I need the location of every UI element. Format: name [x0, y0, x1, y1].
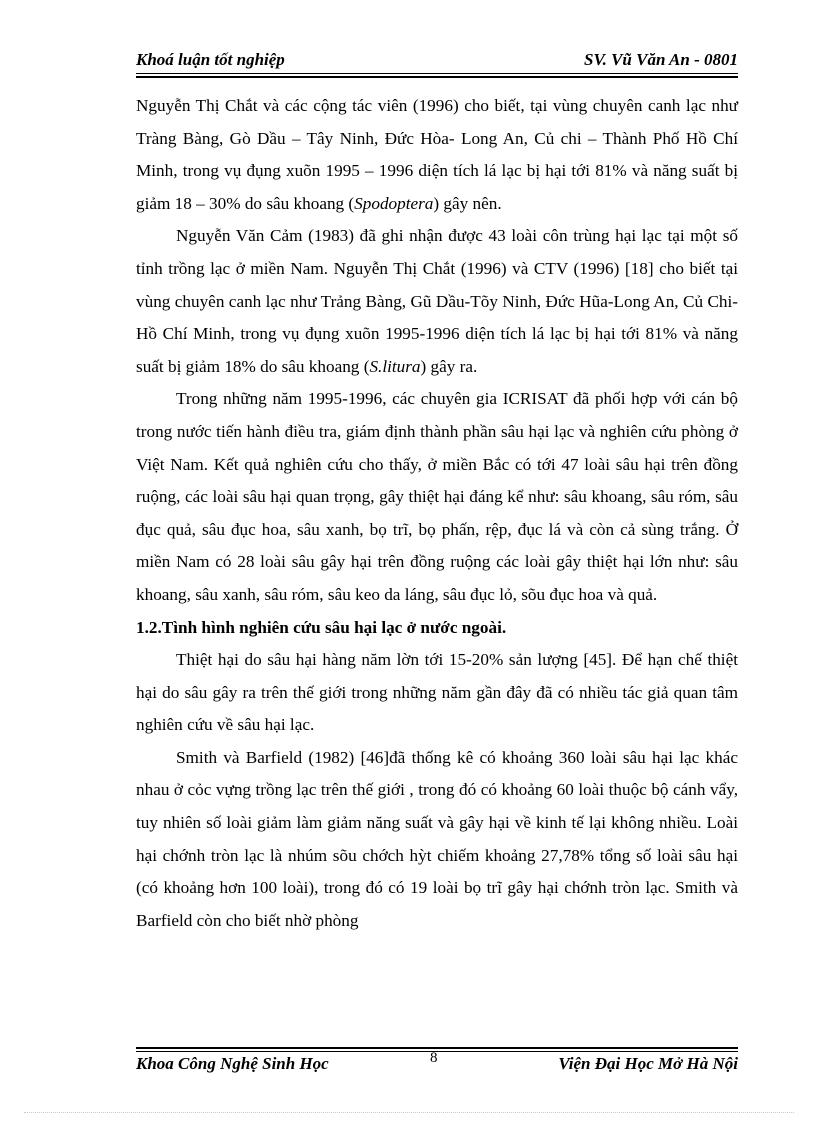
paragraph-4: Thiệt hại do sâu hại hàng năm lờn tới 15-20% sản lượng [45]. Để hạn chế thiệt hại do sâu gây ra trên thế giới trong những năm gần đây đã có nhiều tác giả quan tâm nghiên cứu về sâu hại lạc.: [136, 650, 738, 735]
body-text: [136, 90, 738, 937]
paragraph-2: Nguyễn Văn Cảm (1983) đã ghi nhận được 43 loài côn trùng hại lạc tại một số tỉnh trồng lạc ở miền Nam. Nguyễn Thị Chắt (1996) và CTV (1996) [18] cho biết tại vùng chuyên canh lạc như Trảng Bàng, Gũ Dầu-Tõy Ninh, Đức Hũa-Long An, Củ Chi-Hồ Chí Minh, trong vụ đụng xuõn 1995-1996 diện tích lá lạc bị hại tới 81% và năng suất bị giảm 18% do sâu khoang (S.litura) gây ra.: [136, 226, 738, 376]
page-number: 8: [430, 1050, 438, 1066]
page-footer: [136, 1050, 738, 1076]
footer-faculty: Khoa Công Nghệ Sinh Học: [136, 1054, 329, 1073]
footer-university: Viện Đại Học Mở Hà Nội: [558, 1054, 738, 1073]
paragraph-5: Smith và Barfield (1982) [46]đã thống kê có khoảng 360 loài sâu hại lạc khác nhau ở cỏc vựng trồng lạc trên thế giới , trong đó có khoảng 60 loài thuộc bộ cánh vẩy, tuy nhiên số loài giảm làm giảm năng suất và gây hại về kinh tế lại không nhiều. Loài hại chớnh tròn lạc là nhúm sõu chớch hỳt chiếm khoảng 27,78% tổng số loài sâu hại (có khoảng hơn 100 loài), trong đó có 19 loài bọ trĩ gây hại chớnh tròn lạc. Smith và Barfield còn cho biết nhờ phòng: [136, 747, 738, 930]
footer-rule-thick: [136, 1047, 738, 1049]
header-thesis-title: Khoá luận tốt nghiệp: [136, 50, 285, 69]
header-student-name: SV. Vũ Văn An - 0801: [583, 50, 738, 69]
paragraph-1: Nguyễn Thị Chắt và các cộng tác viên (1996) cho biết, tại vùng chuyên canh lạc như Tràng Bàng, Gò Dầu – Tây Ninh, Đức Hòa- Long An, Củ chi – Thành Phố Hồ Chí Minh, trong vụ đụng xuõn 1995 – 1996 diện tích lá lạc bị hại tới 81% và năng suất bị giảm 18 – 30% do sâu khoang (Spodoptera) gây nên.: [136, 96, 738, 213]
header-rule-thick: [136, 76, 738, 78]
paragraph-3: Trong những năm 1995-1996, các chuyên gia ICRISAT đã phối hợp với cán bộ trong nước tiến hành điều tra, giám định thành phần sâu hại lạc và nghiên cứu phòng ở Việt Nam. Kết quả nghiên cứu cho thấy, ở miền Bắc có tới 47 loài sâu hại trên đồng ruộng, các loài sâu hại quan trọng, gây thiệt hại đáng kể như: sâu khoang, sâu róm, sâu đục quả, sâu đục hoa, sâu xanh, bọ trĩ, bọ phấn, rệp, đục lá và còn cả sùng trắng. Ở miền Nam có 28 loài sâu gây hại trên đồng ruộng các loài gây thiệt hại lớn như: sâu khoang, sâu xanh, sâu róm, sâu keo da láng, sâu đục lỏ, sõu đục hoa và quả.: [136, 389, 738, 604]
section-heading: 1.2.Tình hình nghiên cứu sâu hại lạc ở nước ngoài.: [136, 617, 507, 637]
page-bottom-dotted-border: [24, 1112, 794, 1113]
header-rule: [136, 73, 738, 74]
page-header: [136, 50, 738, 70]
